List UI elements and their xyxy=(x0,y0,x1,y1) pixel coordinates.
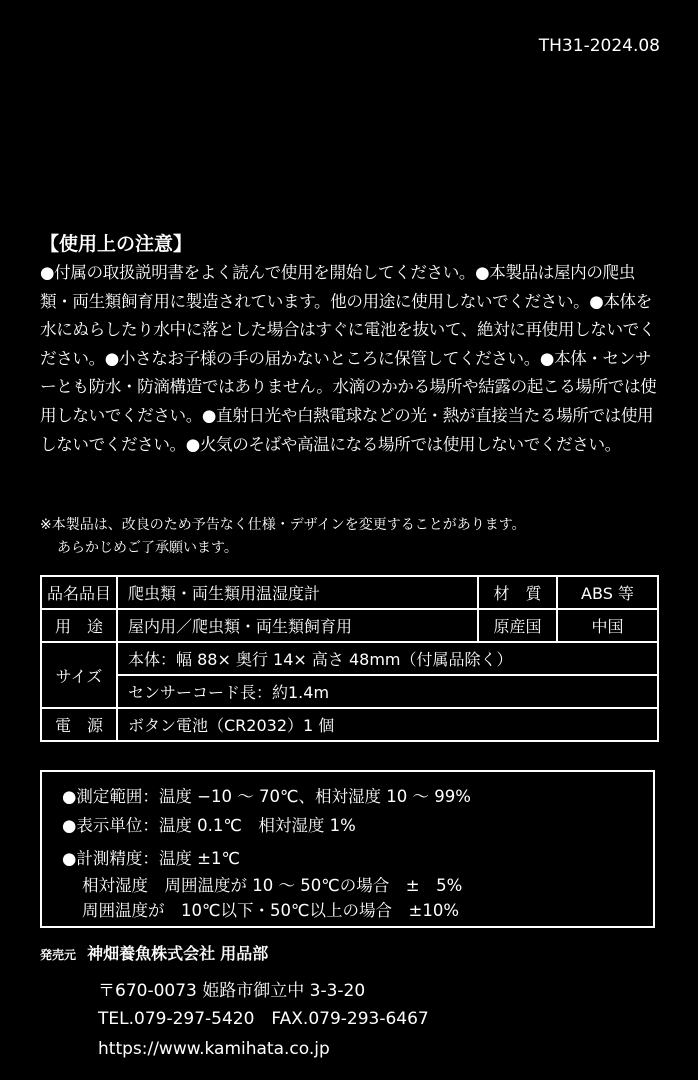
accuracy-humidity-2: 周囲温度が 10℃以下・50℃以上の場合 ±10% xyxy=(82,901,460,920)
table-row xyxy=(41,708,658,741)
table-row xyxy=(41,576,658,609)
power-value: ボタン電池（CR2032）1 個 xyxy=(117,708,658,741)
address: 〒670-0073 姫路市御立中 3-3-20 xyxy=(98,981,366,1001)
power-label: 電 源 xyxy=(41,708,117,741)
product-name-value: 爬虫類・両生類用温湿度計 xyxy=(117,576,478,609)
display-unit: ●表示単位：温度 0.1℃ 相対湿度 1% xyxy=(62,816,356,835)
measurement-specs xyxy=(40,770,655,928)
size-body-value: 本体：幅 88× 奥行 14× 高さ 48mm（付属品除く） xyxy=(117,642,658,675)
usage-value: 屋内用／爬虫類・両生類飼育用 xyxy=(117,609,478,642)
origin-value: 中国 xyxy=(557,609,658,642)
material-label: 材 質 xyxy=(478,576,557,609)
seller-info xyxy=(40,938,662,1063)
notice-line-1: ※本製品は、改良のため予告なく仕様・デザインを変更することがあります。 xyxy=(40,517,526,533)
notice-line-2: あらかじめご了承願います。 xyxy=(57,540,238,556)
change-notice xyxy=(40,514,662,560)
cautions-body: ●付属の取扱説明書をよく読んで使用を開始してください。●本製品は屋内の爬虫類・両生類飼育用に製造されています。他の用途に使用しないでください。●本体を水にぬらしたり水中に落とした場合はすぐに電池を抜いて、絶対に再使用しないでください。●小さなお子様の手の届かないところに保管してください。●本体・センサーとも防水・防滴構造ではありません。水滴のかかる場所や結露の起こる場所では使用しないでください。●直射日光や白熱電球などの光・熱が直接当たる場所では使用しないでください。●火気のそばや高温になる場所では使用しないでください。 xyxy=(40,263,657,454)
origin-label: 原産国 xyxy=(478,609,557,642)
department-name: 用品部 xyxy=(220,944,269,963)
spec-table xyxy=(40,575,659,742)
material-value: ABS 等 xyxy=(557,576,658,609)
measurement-accuracy: ●計測精度：温度 ±1℃ xyxy=(62,849,240,868)
accuracy-humidity-1: 相対湿度 周囲温度が 10 ～ 50℃の場合 ± 5% xyxy=(82,876,463,895)
cautions-title: 【使用上の注意】 xyxy=(40,233,193,255)
product-name-label: 品名品目 xyxy=(41,576,117,609)
phone-fax: TEL.079-297-5420 FAX.079-293-6467 xyxy=(98,1009,429,1029)
usage-label: 用 途 xyxy=(41,609,117,642)
website-url: https://www.kamihata.co.jp xyxy=(98,1039,330,1059)
company-name: 神畑養魚株式会社 xyxy=(87,944,216,963)
measurement-range: ●測定範囲：温度 −10 ～ 70℃、相対湿度 10 ～ 99% xyxy=(62,787,471,806)
usage-cautions xyxy=(40,231,662,459)
product-code: TH31-2024.08 xyxy=(538,36,660,56)
table-row xyxy=(41,642,658,675)
size-cord-value: センサーコード長：約1.4m xyxy=(117,675,658,708)
size-label: サイズ xyxy=(41,642,117,708)
seller-label: 発売元 xyxy=(40,948,77,962)
table-row xyxy=(41,609,658,642)
table-row xyxy=(41,675,658,708)
